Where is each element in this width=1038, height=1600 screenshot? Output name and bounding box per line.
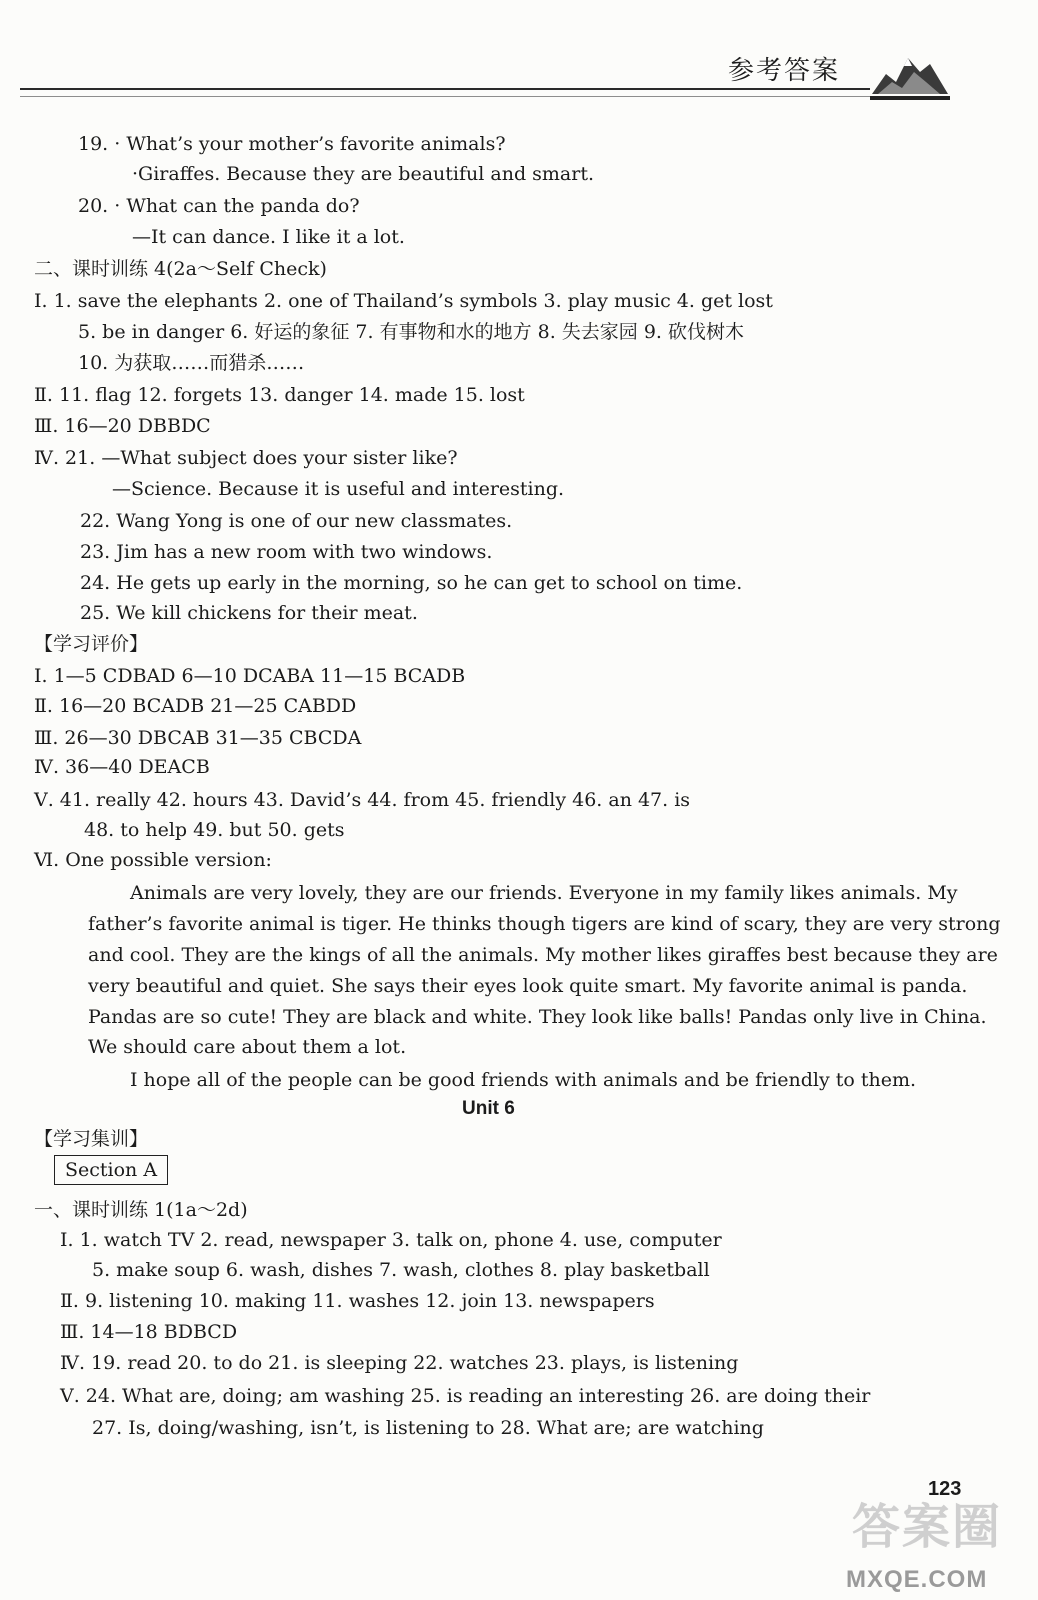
answer-line: Pandas are so cute! They are black and white. They look like balls! Pandas only live in China. (88, 1006, 987, 1028)
answer-line: 19. · What’s your mother’s favorite animals? (78, 133, 506, 155)
page-header (0, 0, 1038, 110)
answer-line: 【学习评价】 (34, 633, 149, 655)
header-rule-thin (20, 96, 870, 97)
answer-line: Ⅰ. 1. save the elephants 2. one of Thailand’s symbols 3. play music 4. get lost (34, 290, 773, 312)
header-title: 参考答案 (728, 56, 841, 86)
answer-line: Ⅱ. 11. flag 12. forgets 13. danger 14. made 15. lost (34, 384, 525, 406)
answer-line: 20. · What can the panda do? (78, 195, 360, 217)
answer-line: Ⅳ. 36—40 DEACB (34, 756, 210, 778)
answer-line: We should care about them a lot. (88, 1036, 407, 1058)
header-rule (20, 88, 870, 90)
answer-line: 一、课时训练 1(1a～2d) (34, 1199, 248, 1221)
answer-line: 48. to help 49. but 50. gets (84, 819, 345, 841)
answer-line: very beautiful and quiet. She says their eyes look quite smart. My favorite animal is panda. (88, 975, 968, 997)
answer-line: Ⅱ. 9. listening 10. making 11. washes 12. join 13. newspapers (60, 1290, 655, 1312)
answer-line: 25. We kill chickens for their meat. (80, 602, 418, 624)
unit-title: Unit 6 (462, 1098, 515, 1119)
answer-line: 24. He gets up early in the morning, so he can get to school on time. (80, 572, 743, 594)
answer-line: 【学习集训】 (34, 1128, 149, 1150)
answer-line: 5. be in danger 6. 好运的象征 7. 有事物和水的地方 8. 失去家园 9. 砍伐树木 (78, 321, 745, 343)
answer-line: father’s favorite animal is tiger. He thinks though tigers are kind of scary, they are very strong (88, 913, 1001, 935)
answer-line: and cool. They are the kings of all the animals. My mother likes giraffes best because they are (88, 944, 998, 966)
watermark-logo: 答案圈 (852, 1499, 1003, 1555)
answer-line: Ⅴ. 41. really 42. hours 43. David’s 44. from 45. friendly 46. an 47. is (34, 789, 691, 811)
answer-line: 二、课时训练 4(2a～Self Check) (34, 258, 327, 280)
answer-line: I hope all of the people can be good friends with animals and be friendly to them. (130, 1069, 917, 1091)
answer-line: Ⅴ. 24. What are, doing; am washing 25. is reading an interesting 26. are doing their (60, 1385, 871, 1407)
answer-line: 22. Wang Yong is one of our new classmates. (80, 510, 513, 532)
answer-line: Ⅵ. One possible version: (34, 849, 272, 871)
answer-line: —Science. Because it is useful and interesting. (112, 478, 565, 500)
answer-line: Ⅱ. 16—20 BCADB 21—25 CABDD (34, 695, 357, 717)
answer-line: 10. 为获取……而猎杀…… (78, 352, 305, 374)
answer-line: Ⅲ. 14—18 BDBCD (60, 1321, 238, 1343)
mountain-logo-icon (868, 38, 952, 102)
answer-line: ·Giraffes. Because they are beautiful and smart. (132, 163, 594, 185)
page-number: 123 (928, 1478, 962, 1500)
answer-line: 27. Is, doing/washing, isn’t, is listening to 28. What are; are watching (92, 1417, 764, 1439)
answer-line: Ⅲ. 16—20 DBBDC (34, 415, 211, 437)
answer-line: 23. Jim has a new room with two windows. (80, 541, 493, 563)
answer-line: Ⅰ. 1. watch TV 2. read, newspaper 3. talk on, phone 4. use, computer (60, 1229, 722, 1251)
answer-line: Animals are very lovely, they are our friends. Everyone in my family likes animals. My (130, 882, 958, 904)
answer-line: —It can dance. I like it a lot. (132, 226, 405, 248)
answer-line: Ⅰ. 1—5 CDBAD 6—10 DCABA 11—15 BCADB (34, 665, 466, 687)
answer-line: Ⅲ. 26—30 DBCAB 31—35 CBCDA (34, 727, 362, 749)
answer-line: Ⅳ. 21. —What subject does your sister like? (34, 447, 458, 469)
section-label: Section A (54, 1155, 168, 1185)
watermark-text: MXQE.COM (846, 1566, 988, 1593)
answer-line: 5. make soup 6. wash, dishes 7. wash, clothes 8. play basketball (92, 1259, 710, 1281)
answer-line: Ⅳ. 19. read 20. to do 21. is sleeping 22. watches 23. plays, is listening (60, 1352, 739, 1374)
